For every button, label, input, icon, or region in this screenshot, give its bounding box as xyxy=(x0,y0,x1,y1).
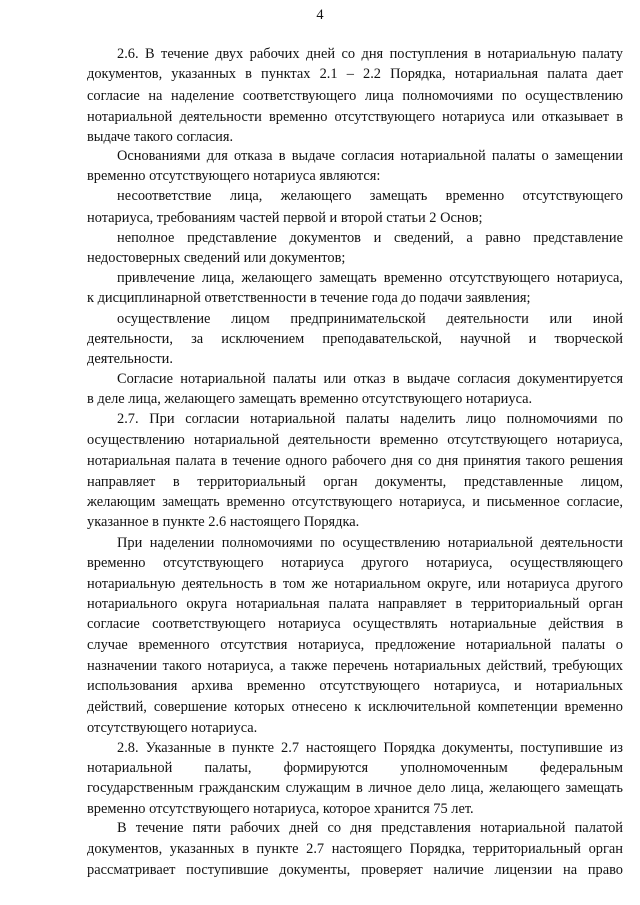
text-line: осуществление лицом предпринимательской деятельности или иной xyxy=(117,311,623,327)
text-line: временно отсутствующего нотариуса являются: xyxy=(87,168,381,184)
text-line: деятельности. xyxy=(87,351,173,367)
page-number: 4 xyxy=(316,7,324,23)
text-line: государственным гражданским служащим в личное дело лица, желающего замещать xyxy=(87,780,623,796)
text-line: недостоверных сведений или документов; xyxy=(87,250,346,266)
text-line: согласие соответствующего нотариуса осуществлять нотариальные действия в xyxy=(87,616,623,632)
text-line: неполное представление документов и сведений, а равно представление xyxy=(117,230,623,246)
text-line: привлечение лица, желающего замещать временно отсутствующего нотариуса, xyxy=(117,270,623,286)
text-line: в деле лица, желающего замещать временно отсутствующего нотариуса. xyxy=(87,391,533,407)
text-line: назначении такого нотариуса, а также перечень нотариальных действий, требующих xyxy=(87,658,623,674)
text-line: направляет в территориальный орган документы, представленные лицом, xyxy=(87,474,623,490)
text-line: 2.8. Указанные в пункте 2.7 настоящего Порядка документы, поступившие из xyxy=(117,740,623,756)
text-line: отсутствующего нотариуса. xyxy=(87,720,258,736)
text-line: нотариальная палата в течение одного рабочего дня со дня принятия такого решения xyxy=(87,453,623,469)
text-line: нотариуса, требованиям частей первой и второй статьи 2 Основ; xyxy=(87,210,483,226)
text-line: деятельности, за исключением преподавательской, научной и творческой xyxy=(87,331,623,347)
text-line: нотариального округа нотариальная палата направляет в территориальный орган xyxy=(87,596,623,612)
text-line: желающим замещать временно отсутствующего нотариуса, и письменное согласие, xyxy=(87,494,623,510)
text-line: использования архива временно отсутствующего нотариуса, и нотариальных xyxy=(87,678,623,694)
text-line: нотариальную деятельность в том же нотариальном округе, или нотариуса другого xyxy=(87,576,623,592)
text-line: несоответствие лица, желающего замещать временно отсутствующего xyxy=(117,188,623,204)
text-line: нотариальной палаты, формируются уполномоченным федеральным xyxy=(87,760,623,776)
text-line: 2.7. При согласии нотариальной палаты наделить лицо полномочиями по xyxy=(117,411,623,427)
text-line: нотариальной деятельности временно отсутствующего нотариуса или отказывает в xyxy=(87,109,623,125)
text-line: к дисциплинарной ответственности в течение года до подачи заявления; xyxy=(87,290,531,306)
text-line: временно отсутствующего нотариуса другого нотариуса, осуществляющего xyxy=(87,555,623,571)
text-line: документов, указанных в пунктах 2.1 – 2.2 Порядка, нотариальная палата дает xyxy=(87,66,623,82)
text-line: документов, указанных в пункте 2.7 настоящего Порядка, территориальный орган xyxy=(87,841,623,857)
text-line: При наделении полномочиями по осуществлению нотариальной деятельности xyxy=(117,535,623,551)
text-line: временно отсутствующего нотариуса, которое хранится 75 лет. xyxy=(87,801,474,817)
text-line: 2.6. В течение двух рабочих дней со дня поступления в нотариальную палату xyxy=(117,46,623,62)
text-line: случае временного отсутствия нотариуса, предложение нотариальной палаты о xyxy=(87,637,623,653)
text-line: выдаче такого согласия. xyxy=(87,129,234,145)
text-line: рассматривает поступившие документы, проверяет наличие лицензии на право xyxy=(87,862,623,878)
text-line: В течение пяти рабочих дней со дня представления нотариальной палатой xyxy=(117,820,623,836)
text-line: Основаниями для отказа в выдаче согласия нотариальной палаты о замещении xyxy=(117,148,623,164)
text-line: согласие на наделение соответствующего лица полномочиями по осуществлению xyxy=(87,88,623,104)
text-line: осуществлению нотариальной деятельности временно отсутствующего нотариуса, xyxy=(87,432,623,448)
text-line: действий, совершение которых отнесено к исключительной компетенции временно xyxy=(87,699,623,715)
text-line: указанное в пункте 2.6 настоящего Порядка. xyxy=(87,514,360,530)
text-line: Согласие нотариальной палаты или отказ в выдаче согласия документируется xyxy=(117,371,623,387)
